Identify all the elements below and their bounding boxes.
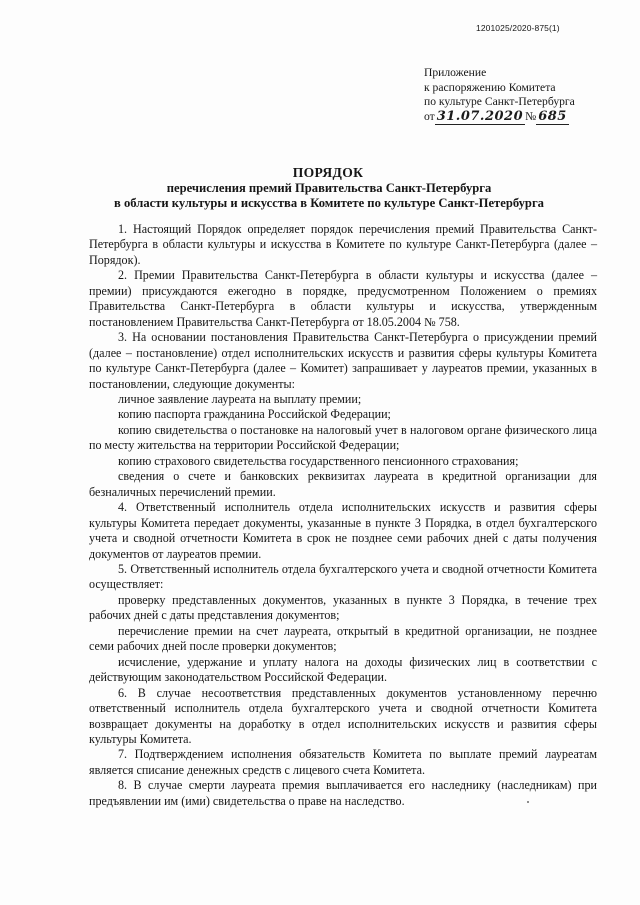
appendix-line: по культуре Санкт-Петербурга: [424, 95, 575, 109]
title-main: ПОРЯДОК: [292, 165, 364, 180]
document-body: [89, 222, 597, 809]
appendix-note: [424, 66, 624, 124]
list-item: копию свидетельства о постановке на налоговый учет в налоговом органе физического лица по месту жительства на территории Российской Федерации;: [89, 422, 597, 453]
list-item: проверку представленных документов, указанных в пункте 3 Порядка, в течение трех рабочих дней с даты представления документов;: [89, 592, 597, 623]
list-item: перечисление премии на счет лауреата, открытый в кредитной организации, не позднее семи рабочих дней после проверки документов;: [89, 623, 597, 654]
appendix-line: к распоряжению Комитета: [424, 80, 556, 94]
paragraph-3: 3. На основании постановления Правительства Санкт-Петербурга о присуждении премий (далее – постановление) отдел исполнительских искусств и развития сферы культуры Комитета по культуре Санкт-Петербурга (далее – Комитет) запрашивает у лауреатов премии, указанных в постановлении, следующие документы:: [89, 330, 597, 391]
appendix-line: Приложение: [424, 66, 487, 79]
list-item: исчисление, удержание и уплату налога на доходы физических лиц в соответствии с действующим законодательством Российской Федерации.: [89, 654, 597, 685]
number-prefix: №: [525, 109, 537, 123]
paragraph-7: 7. Подтверждением исполнения обязательств Комитета по выплате премий лауреатам является списание денежных средств с лицевого счета Комитета.: [89, 747, 597, 777]
title-sub-line-1: перечисления премий Правительства Санкт-Петербурга: [166, 181, 492, 195]
document-registration-code: 1201025/2020-875(1): [476, 23, 560, 33]
paragraph-2: 2. Премии Правительства Санкт-Петербурга в области культуры и искусства (далее – премии) присуждаются ежегодно в порядке, предусмотренном Положением о премиях Правительства Санкт-Петербурга в области культуры и искусства, утвержденным постановлением Правительства Санкт-Петербурга от 18.05.2004 № 758.: [89, 268, 597, 329]
date-prefix: от: [424, 109, 435, 123]
paragraph-4: 4. Ответственный исполнитель отдела исполнительских искусств и развития сферы культуры Комитета передает документы, указанные в пункте 3 Порядка, в отдел бухгалтерского учета и сводной отчетности Комитета в срок не позднее семи рабочих дней с даты получения документов от лауреатов премии.: [89, 500, 597, 561]
scan-speck: [527, 801, 529, 803]
list-item: личное заявление лауреата на выплату премии;: [118, 391, 362, 406]
paragraph-1: 1. Настоящий Порядок определяет порядок перечисления премий Правительства Санкт-Петербурга в области культуры и искусства в Комитете по культуре Санкт-Петербурга (далее – Порядок).: [89, 222, 597, 267]
appendix-date-line: [424, 110, 624, 125]
paragraph-5: 5. Ответственный исполнитель отдела бухгалтерского учета и сводной отчетности Комитета осуществляет:: [89, 561, 597, 592]
list-item: копию паспорта гражданина Российской Федерации;: [118, 407, 391, 422]
list-item: сведения о счете и банковских реквизитах лауреата в кредитной организации для безналичных перечислений премии.: [89, 469, 597, 499]
handwritten-number: 685: [538, 108, 567, 124]
list-item: копию страхового свидетельства государственного пенсионного страхования;: [118, 453, 519, 468]
paragraph-8: 8. В случае смерти лауреата премия выплачивается его наследнику (наследникам) при предъявлении им (ими) свидетельства о праве на наследство.: [89, 778, 597, 808]
document-title: [0, 164, 640, 212]
handwritten-date: 31.07.2020: [436, 108, 524, 124]
title-sub-line-2: в области культуры и искусства в Комитете по культуре Санкт-Петербурга: [114, 196, 544, 211]
paragraph-6: 6. В случае несоответствия представленных документов установленному перечню ответственный исполнитель отдела бухгалтерского учета и сводной отчетности Комитета возвращает документы на доработку в отдел исполнительских искусств и развития сферы культуры Комитета.: [89, 685, 597, 746]
